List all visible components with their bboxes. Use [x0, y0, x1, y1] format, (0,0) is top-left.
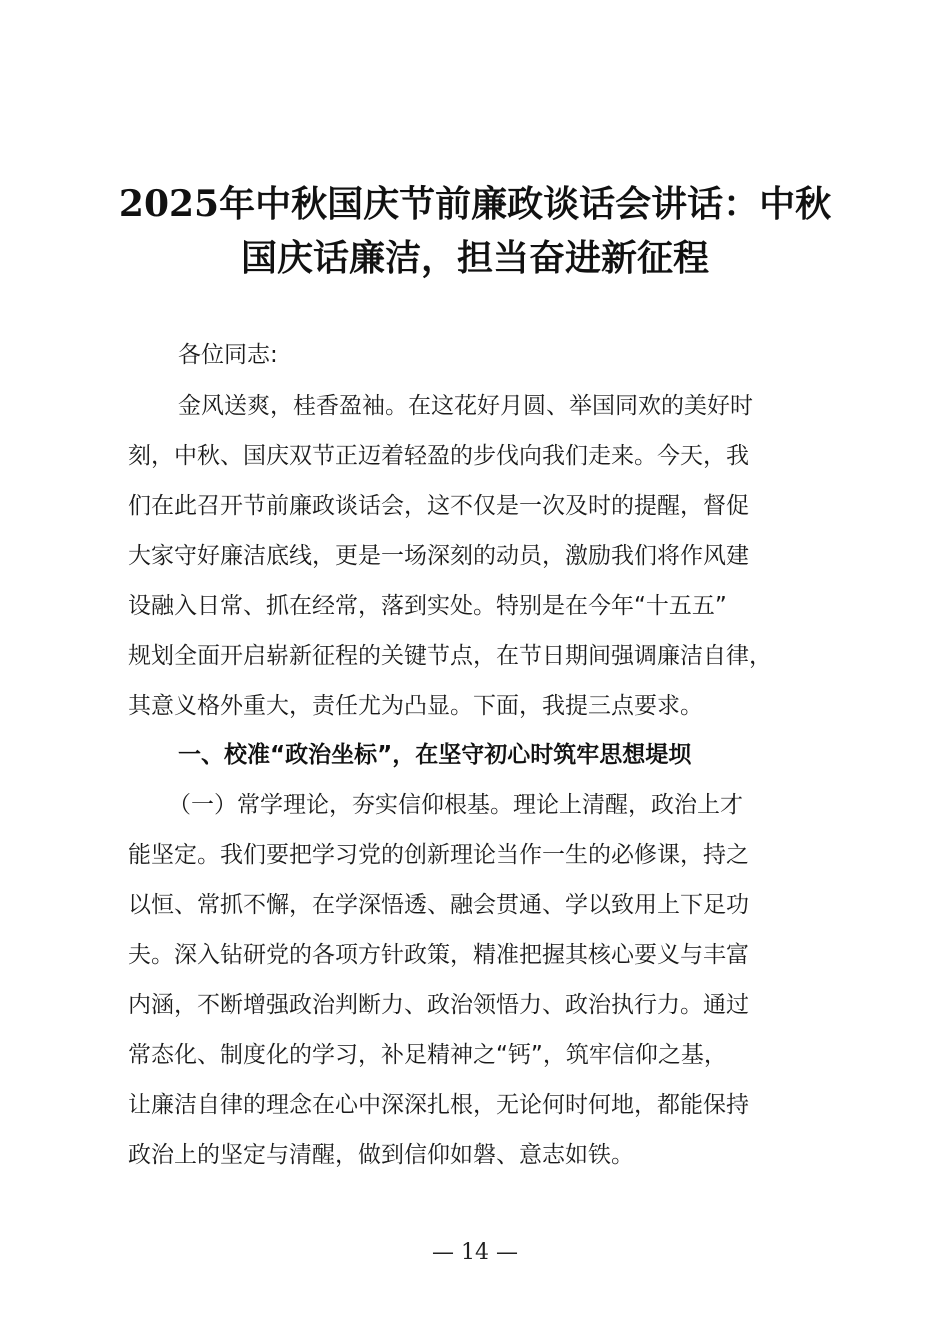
- paragraph-1-line: 刻，中秋、国庆双节正迈着轻盈的步伐向我们走来。今天，我: [128, 443, 749, 469]
- paragraph-2-line: 政治上的坚定与清醒，做到信仰如磐、意志如铁。: [128, 1142, 634, 1168]
- paragraph-1-line: 们在此召开节前廉政谈话会，这不仅是一次及时的提醒，督促: [128, 493, 749, 519]
- section-heading-1: 一、校准“政治坐标”，在坚守初心时筑牢思想堤坝: [178, 742, 692, 768]
- paragraph-1-line: 设融入日常、抓在经常，落到实处。特别是在今年“十五五”: [128, 593, 727, 619]
- paragraph-2-line: 内涵，不断增强政治判断力、政治领悟力、政治执行力。通过: [128, 992, 749, 1018]
- page-number: — 14 —: [432, 1240, 518, 1265]
- paragraph-2-line: 让廉洁自律的理念在心中深深扎根，无论何时何地，都能保持: [128, 1092, 749, 1118]
- document-title-line-2: 国庆话廉洁，担当奋进新征程: [240, 237, 709, 279]
- paragraph-2-line: 以恒、常抓不懈，在学深悟透、融会贯通、学以致用上下足功: [128, 892, 749, 918]
- paragraph-1-line: 其意义格外重大，责任尤为凸显。下面，我提三点要求。: [128, 693, 703, 719]
- paragraph-1-line: 金风送爽，桂香盈袖。在这花好月圆、举国同欢的美好时: [178, 393, 753, 419]
- paragraph-2-line: 能坚定。我们要把学习党的创新理论当作一生的必修课，持之: [128, 842, 749, 868]
- paragraph-1-line: 规划全面开启崭新征程的关键节点，在节日期间强调廉洁自律，: [128, 643, 772, 669]
- paragraph-2-line: 常态化、制度化的学习，补足精神之“钙”，筑牢信仰之基，: [128, 1042, 727, 1068]
- salutation: 各位同志:: [178, 342, 278, 368]
- paragraph-2-line: （一）常学理论，夯实信仰根基。理论上清醒，政治上才: [168, 792, 743, 818]
- paragraph-1-line: 大家守好廉洁底线，更是一场深刻的动员，激励我们将作风建: [128, 543, 749, 569]
- document-title-line-1: 2025年中秋国庆节前廉政谈话会讲话：中秋: [118, 183, 832, 225]
- paragraph-2-line: 夫。深入钻研党的各项方针政策，精准把握其核心要义与丰富: [128, 942, 749, 968]
